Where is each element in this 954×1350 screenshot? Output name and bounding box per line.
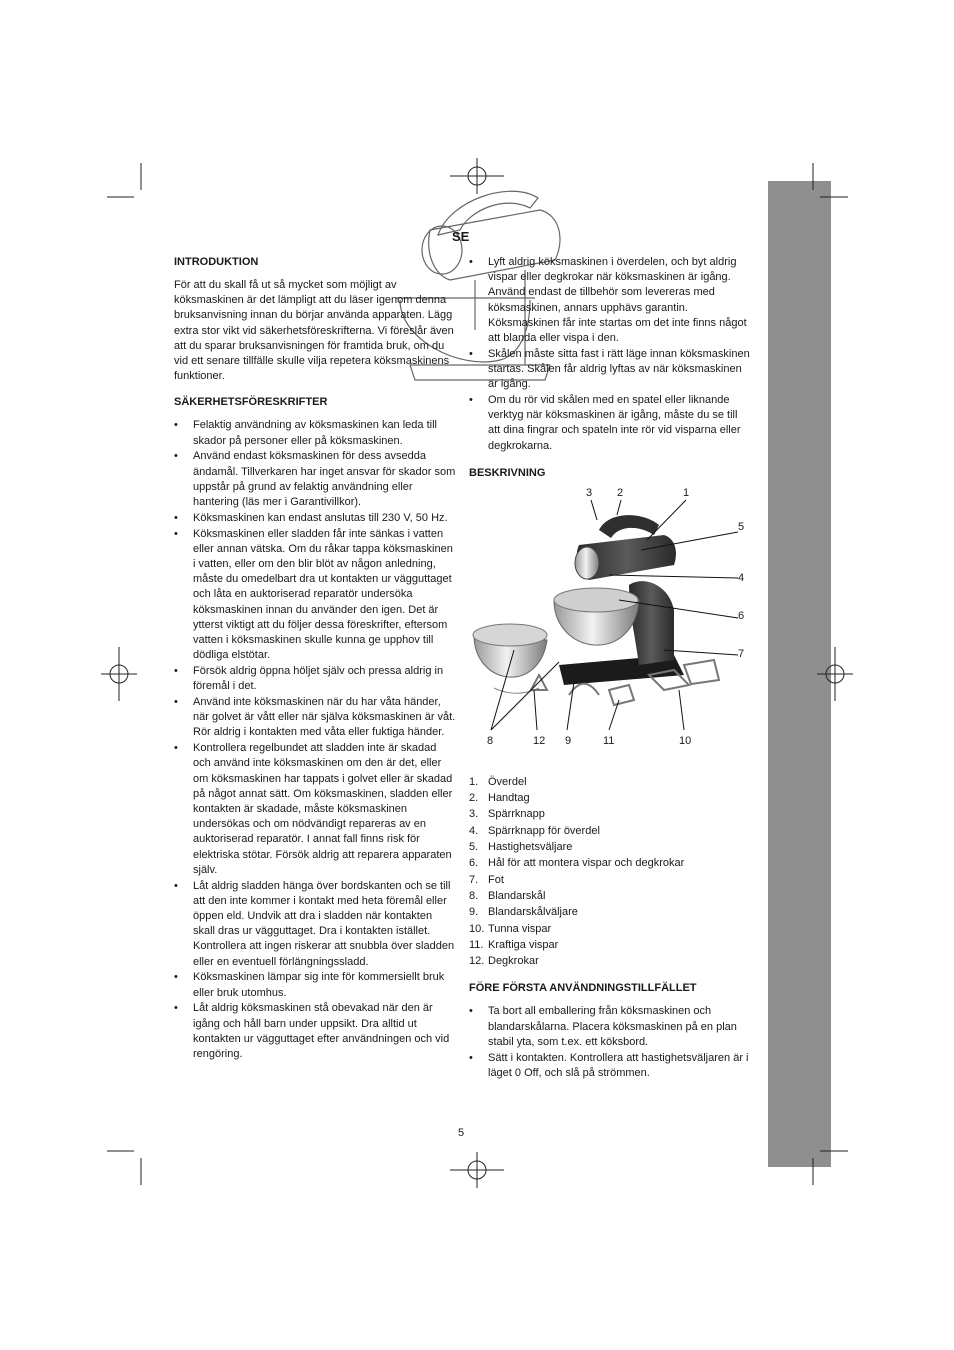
left-column xyxy=(174,255,456,1063)
page-number: 5 xyxy=(458,1127,465,1139)
callout-11: 11 xyxy=(603,734,615,747)
callout-3: 3 xyxy=(586,486,593,499)
parts-item: 7. Fot xyxy=(469,873,504,886)
safety-item: • Köksmaskinen kan endast anslutas till 230 V, 50 Hz. xyxy=(174,511,456,526)
callout-6: 6 xyxy=(738,609,745,622)
intro-text: För att du skall få ut så mycket som möjligt av köksmaskinen är det lämpligt att du läser igenom denna bruksanvisning innan du börjar använda apparaten. Lägg extra stor vikt vid säkerhetsföreskrifterna. Vi föreslår även att du sparar bruksanvisningen för framtida bruk, om du vid ett senare tillfälle skulle vilja repetera köksmaskinens funktioner. xyxy=(174,279,454,383)
parts-item: 5. Hastighetsväljare xyxy=(469,841,573,854)
parts-item: 8. Blandarskål xyxy=(469,889,546,902)
safety-item: • Försök aldrig öppna höljet själv och pressa aldrig in föremål i det. xyxy=(174,664,456,694)
callout-4: 4 xyxy=(738,571,745,584)
mixer-illustration xyxy=(469,490,751,760)
safety-list xyxy=(174,418,456,1062)
safety-item: • Låt aldrig sladden hänga över bordskanten och se till att den inte kommer i kontakt med heta föremål eller öppen eld. Undvik att dra i sladden när kontakten skall dras ur vägguttaget. Dra i kontakten istället. Kontrollera att ingen riskerar att snubbla över sladden eller en eventuell förlängningssladd. xyxy=(174,879,456,970)
callout-7: 7 xyxy=(738,647,745,660)
safety-item: • Kontrollera regelbundet att sladden inte är skadad och använd inte köksmaskinen om den är det, eller om köksmaskinen har tappats i golvet eller är skadad på något annat sätt. Om köksmaskinen, sladden eller kontakten är skadade, måste köksmaskinen undersökas och om nödvändigt repareras av en auktoriserad reparatör. I annat fall finns risk för elektriska stötar. Försök aldrig att reparera apparaten själv. xyxy=(174,741,456,878)
parts-item: 6. Hål för att montera vispar och degkrokar xyxy=(469,857,685,870)
safety-item: • Köksmaskinen lämpar sig inte för kommersiellt bruk eller bruk utomhus. xyxy=(174,970,456,1000)
safety-heading: SÄKERHETSFÖRESKRIFTER xyxy=(174,396,328,409)
description-heading: BESKRIVNING xyxy=(469,466,546,479)
parts-item: 12. Degkrokar xyxy=(469,955,539,968)
parts-item: 11. Kraftiga vispar xyxy=(469,938,559,951)
safety-item: • Felaktig användning av köksmaskinen kan leda till skador på personer eller på köksmaskinen. xyxy=(174,418,456,448)
parts-item: 10. Tunna vispar xyxy=(469,922,552,935)
safety-item: • Om du rör vid skålen med en spatel eller liknande verktyg när köksmaskinen är igång, måste du se till att dina fingrar och spateln inte rör vid visparna eller degkrokarna. xyxy=(469,393,751,454)
safety-item: • Använd inte köksmaskinen när du har våta händer, när golvet är vått eller när själva köksmaskinen är våt. Rör aldrig i kontakten med våta eller fuktiga händer. xyxy=(174,695,456,741)
parts-item: 3. Spärrknapp xyxy=(469,808,545,821)
callout-10: 10 xyxy=(679,734,692,747)
callout-8: 8 xyxy=(487,734,494,747)
first-use-heading: FÖRE FÖRSTA ANVÄNDNINGSTILLFÄLLET xyxy=(469,982,697,995)
callout-9: 9 xyxy=(565,734,572,747)
safety-item: • Köksmaskinen eller sladden får inte sänkas i vatten eller annan vätska. Om du råkar tappa köksmaskinen i vatten, eller om den blir blöt av någon anledning, måste du omedelbart dra ut kontakten ur vägguttaget och låta en auktoriserad reparatör undersöka köksmaskinen innan du använder den igen. Det är ytterst viktigt att du följer dessa föreskrifter, eftersom vatten i köksmaskinen skulle kunna ge upphov till dödliga elstötar. xyxy=(174,527,456,664)
safety-item: • Låt aldrig köksmaskinen stå obevakad när den är igång och håll barn under uppsikt. Dra alltid ut kontakten ur vägguttaget efter användningen och vid rengöring. xyxy=(174,1001,456,1062)
first-use-list xyxy=(469,1004,751,1081)
first-use-item: • Ta bort all emballering från köksmaskinen och blandarskålarna. Placera köksmaskinen på en plan stabil yta, som t.ex. ett köksbord. xyxy=(469,1004,751,1050)
safety-list-continued xyxy=(469,255,751,454)
parts-item: 2. Handtag xyxy=(469,792,530,805)
first-use-item: • Sätt i kontakten. Kontrollera att hastighetsväljaren är i läget 0 Off, och slå på strömmen. xyxy=(469,1051,751,1081)
parts-item: 1. Överdel xyxy=(469,775,527,788)
safety-item: • Använd endast köksmaskinen för dess avsedda ändamål. Tillverkaren har inget ansvar för skador som uppstår på grund av felaktig användning eller hantering (läs mer i Garantivillkor). xyxy=(174,449,456,510)
parts-list xyxy=(469,774,751,970)
parts-item: 4. Spärrknapp för överdel xyxy=(469,824,600,837)
intro-heading: INTRODUKTION xyxy=(174,256,259,268)
parts-item: 9. Blandarskålväljare xyxy=(469,906,578,919)
callout-1: 1 xyxy=(683,486,690,499)
callout-12: 12 xyxy=(533,734,546,747)
callout-5: 5 xyxy=(738,520,745,533)
safety-item: • Skålen måste sitta fast i rätt läge innan köksmaskinen startas. Skålen får aldrig lyftas av när köksmaskinen är igång. xyxy=(469,347,751,393)
mixer-figure xyxy=(469,486,751,760)
callout-2: 2 xyxy=(617,486,624,499)
safety-item: • Lyft aldrig köksmaskinen i överdelen, och byt aldrig vispar eller degkrokar när köksmaskinen är igång. Använd endast de tillbehör som levereras med köksmaskinen, annars upphävs garantin. Köksmaskinen får inte startas om det inte finns något att blanda eller vispa i den. xyxy=(469,255,751,346)
right-column xyxy=(469,255,751,1082)
language-tab: SE xyxy=(452,229,470,244)
